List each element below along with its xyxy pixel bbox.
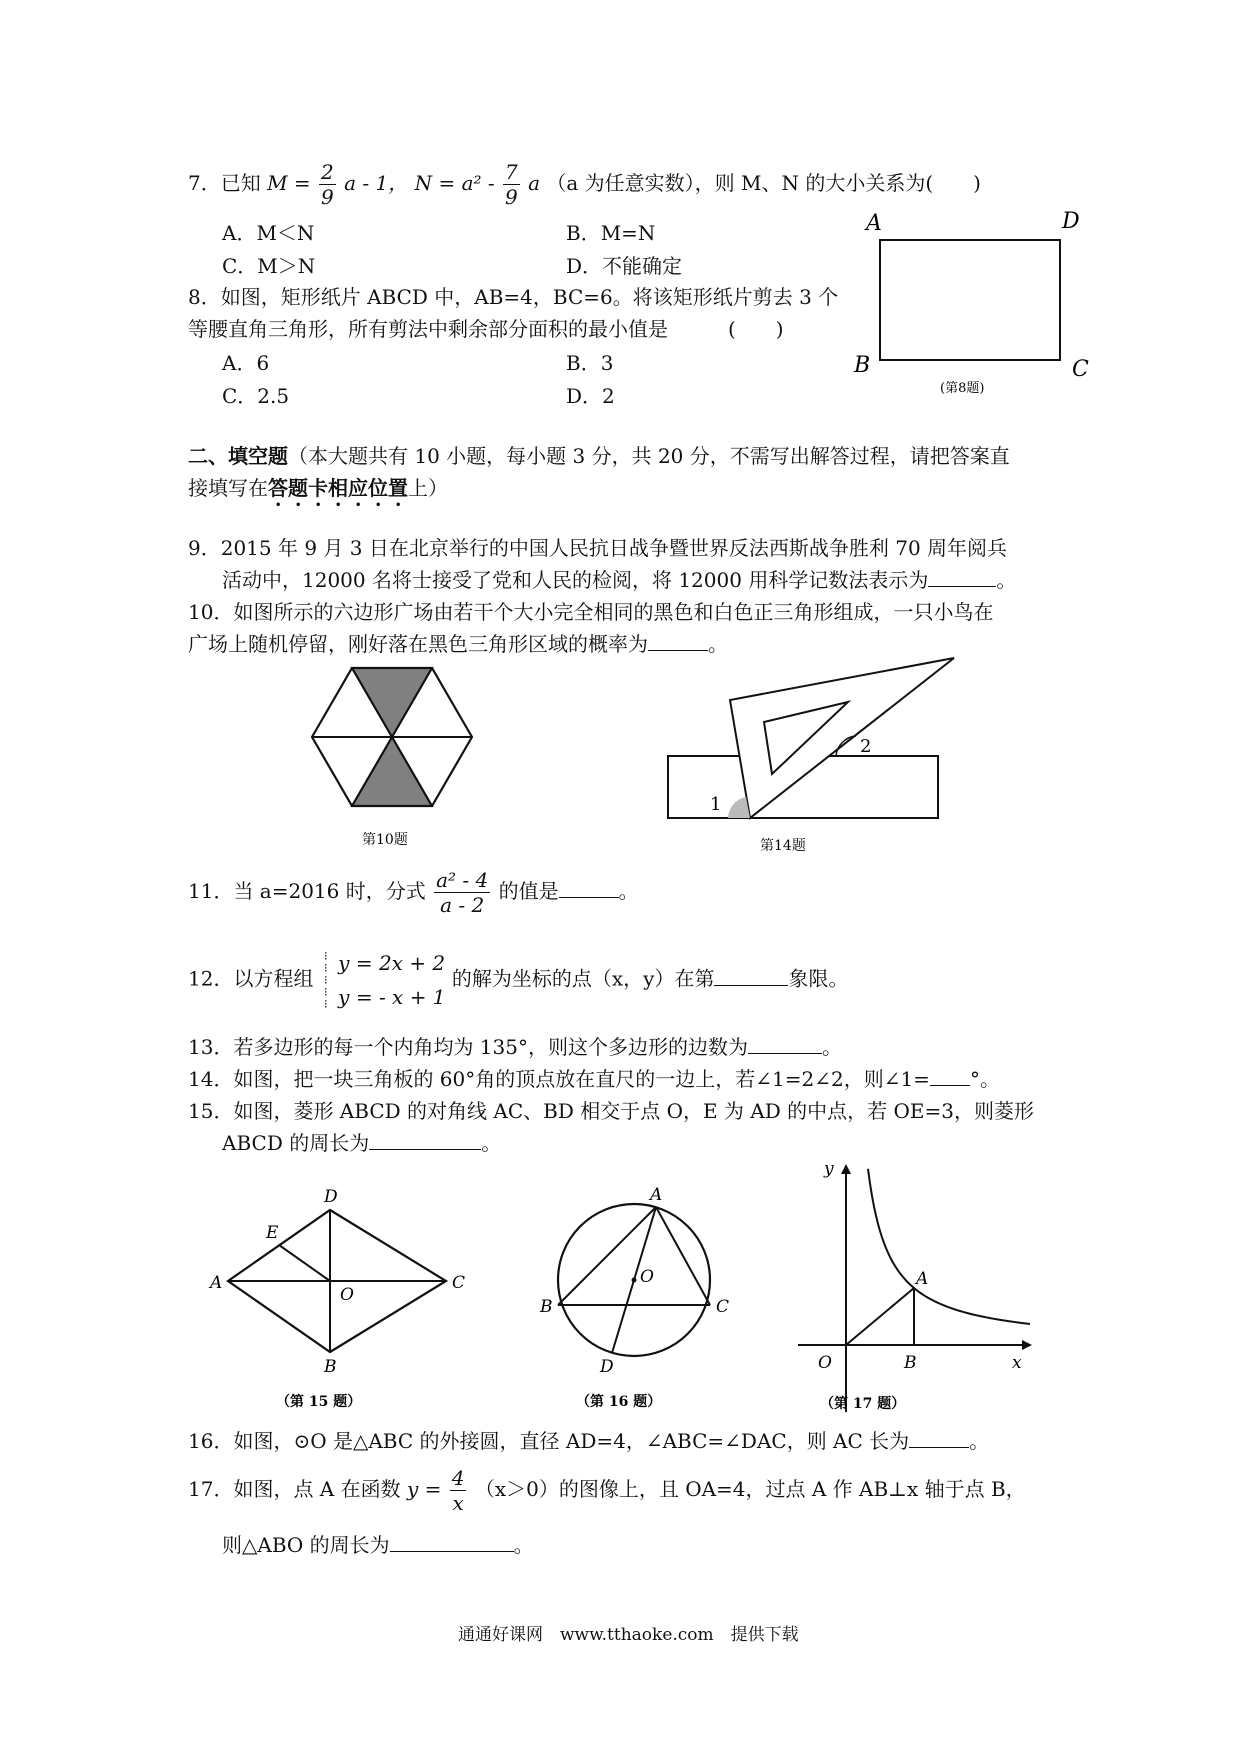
fraction-4-over-x: $\frac{4}{x}$ — [451, 1466, 465, 1515]
question-10-line2: 广场上随机停留，刚好落在黑色三角形区域的概率为 。 — [188, 632, 728, 656]
label-o: O — [340, 1285, 354, 1305]
label-c: C — [1072, 357, 1089, 382]
q7-option-c: C．M＞N — [222, 254, 316, 278]
figure-17-caption: （第 17 题） — [820, 1396, 906, 1412]
label-d: D — [600, 1357, 614, 1377]
question-8-line1: 8．如图，矩形纸片 ABCD 中，AB=4，BC=6。将该矩形纸片剪去 3 个 — [188, 285, 839, 309]
question-9-line2: 活动中，12000 名将士接受了党和人民的检阅，将 12000 用科学记数法表示为 。 — [222, 568, 1017, 592]
label-d: D — [324, 1187, 338, 1207]
figure-15-caption: （第 15 题） — [276, 1394, 362, 1410]
q8-option-d: D．2 — [566, 384, 615, 408]
figure-10-caption: 第10题 — [362, 832, 408, 848]
answer-blank — [909, 1427, 969, 1448]
angle-1-label: 1 — [710, 794, 722, 815]
label-o: O — [818, 1353, 832, 1373]
label-a: A — [650, 1185, 663, 1205]
question-15-line2: ABCD 的周长为 。 — [222, 1131, 502, 1155]
answer-blank — [390, 1531, 514, 1552]
question-16: 16．如图，⊙O 是△ABC 的外接圆，直径 AD=4，∠ABC=∠DAC，则 AC 长为 。 — [188, 1429, 990, 1453]
figure-17-graph — [790, 1160, 1050, 1420]
brace-symbol: ⁝ ⁝ ⁝ ⁝ ⁝ — [323, 949, 328, 1011]
equation-system: y = 2x + 2 y = - x + 1 — [338, 951, 446, 1009]
section-2-title: 二、填空题 — [188, 444, 288, 468]
label-a: A — [916, 1269, 929, 1289]
figure-14-caption: 第14题 — [760, 838, 806, 854]
q7-option-a: A．M＜N — [222, 221, 315, 245]
label-a: A — [210, 1273, 223, 1293]
figure-16-caption: （第 16 题） — [576, 1394, 662, 1410]
label-x: x — [1012, 1353, 1022, 1373]
hyperbola-curve — [868, 1169, 1030, 1324]
black-triangle-top — [352, 668, 432, 737]
question-10-line1: 10．如图所示的六边形广场由若干个大小完全相同的黑色和白色正三角形组成，一只小鸟在 — [188, 600, 994, 624]
segment-oe — [279, 1245, 330, 1281]
section-2-header: 二、填空题（本大题共有 10 小题，每小题 3 分，共 20 分，不需写出解答过程，请把答案直 — [188, 444, 1010, 468]
answer-blank — [928, 566, 996, 587]
rectangle-abcd — [880, 240, 1060, 360]
section-2-header-line2: 接填写在答题卡相应位置上） — [188, 476, 448, 500]
answer-blank — [369, 1129, 481, 1150]
question-7: 7．已知 M = $\frac{2}{9}$ a - 1， N = a² - $\frac{7}{9}$ a （a 为任意实数），则 M、N 的大小关系为( ) — [188, 160, 981, 209]
label-d: D — [1062, 209, 1080, 234]
figure-14-set-square — [660, 650, 960, 870]
black-triangle-bottom — [352, 737, 432, 806]
q8-option-c: C．2.5 — [222, 384, 290, 408]
footer-text: 通通好课网 www.tthaoke.com 提供下载 — [458, 1625, 799, 1645]
question-12: 12．以方程组 ⁝ ⁝ ⁝ ⁝ ⁝ y = 2x + 2 y = - x + 1 的解为坐标的点（x，y）在第 象限。 — [188, 946, 848, 1014]
answer-blank — [930, 1065, 970, 1086]
segment-oa — [846, 1288, 914, 1345]
question-15-line1: 15．如图，菱形 ABCD 的对角线 AC、BD 相交于点 O，E 为 AD 的中点，若 OE=3，则菱形 — [188, 1099, 1034, 1123]
answer-blank — [748, 1033, 822, 1054]
answer-blank — [714, 965, 788, 986]
figure-15-rhombus — [200, 1180, 480, 1420]
fraction-a2-4-over-a-2: $\frac{\text{a² - 4}}{a - 2}$ — [436, 868, 489, 917]
q7-option-d: D．不能确定 — [566, 254, 683, 278]
label-c: C — [452, 1273, 466, 1293]
q8-option-a: A．6 — [222, 351, 270, 375]
q8-option-b: B．3 — [566, 351, 614, 375]
center-point — [632, 1278, 637, 1283]
label-b: B — [854, 353, 871, 378]
label-b: B — [324, 1357, 337, 1377]
question-17-line1: 17．如图，点 A 在函数 y = $\frac{4}{x}$ （x＞0）的图像上，且 OA=4，过点 A 作 AB⊥x 轴于点 B， — [188, 1466, 1026, 1515]
answer-blank — [648, 630, 708, 651]
label-a: A — [866, 211, 882, 236]
label-c: C — [716, 1297, 730, 1317]
label-b: B — [540, 1297, 553, 1317]
question-11: 11．当 a=2016 时，分式 $\frac{\text{a² - 4}}{a - 2}$ 的值是 。 — [188, 868, 639, 917]
figure-10-hexagon — [300, 660, 500, 870]
question-14: 14．如图，把一块三角板的 60°角的顶点放在直尺的一边上，若∠1=2∠2，则∠1= °。 — [188, 1067, 1000, 1091]
fraction-7-9: $\frac{7}{9}$ — [505, 160, 518, 209]
figure-8-caption: (第8题) — [940, 381, 985, 396]
q7-option-b: B．M=N — [566, 221, 656, 245]
figure-16-circle — [530, 1170, 750, 1420]
question-9-line1: 9．2015 年 9 月 3 日在北京举行的中国人民抗日战争暨世界反法西斯战争胜利 70 周年阅兵 — [188, 536, 1008, 560]
angle-2-label: 2 — [860, 736, 872, 757]
label-o: O — [640, 1267, 654, 1287]
question-8-line2: 等腰直角三角形，所有剪法中剩余部分面积的最小值是 ( ) — [188, 317, 784, 341]
figure-8-rectangle — [850, 200, 1110, 410]
fraction-2-9: $\frac{2}{9}$ — [321, 160, 334, 209]
emphasis-answer-card: 答题卡相应位置 — [268, 476, 408, 500]
question-17-line2: 则△ABO 的周长为 。 — [222, 1533, 534, 1557]
label-y: y — [824, 1160, 834, 1179]
label-b: B — [904, 1353, 917, 1373]
question-13: 13．若多边形的每一个内角均为 135°，则这个多边形的边数为 。 — [188, 1035, 842, 1059]
answer-blank — [559, 877, 619, 898]
label-e: E — [266, 1223, 279, 1243]
